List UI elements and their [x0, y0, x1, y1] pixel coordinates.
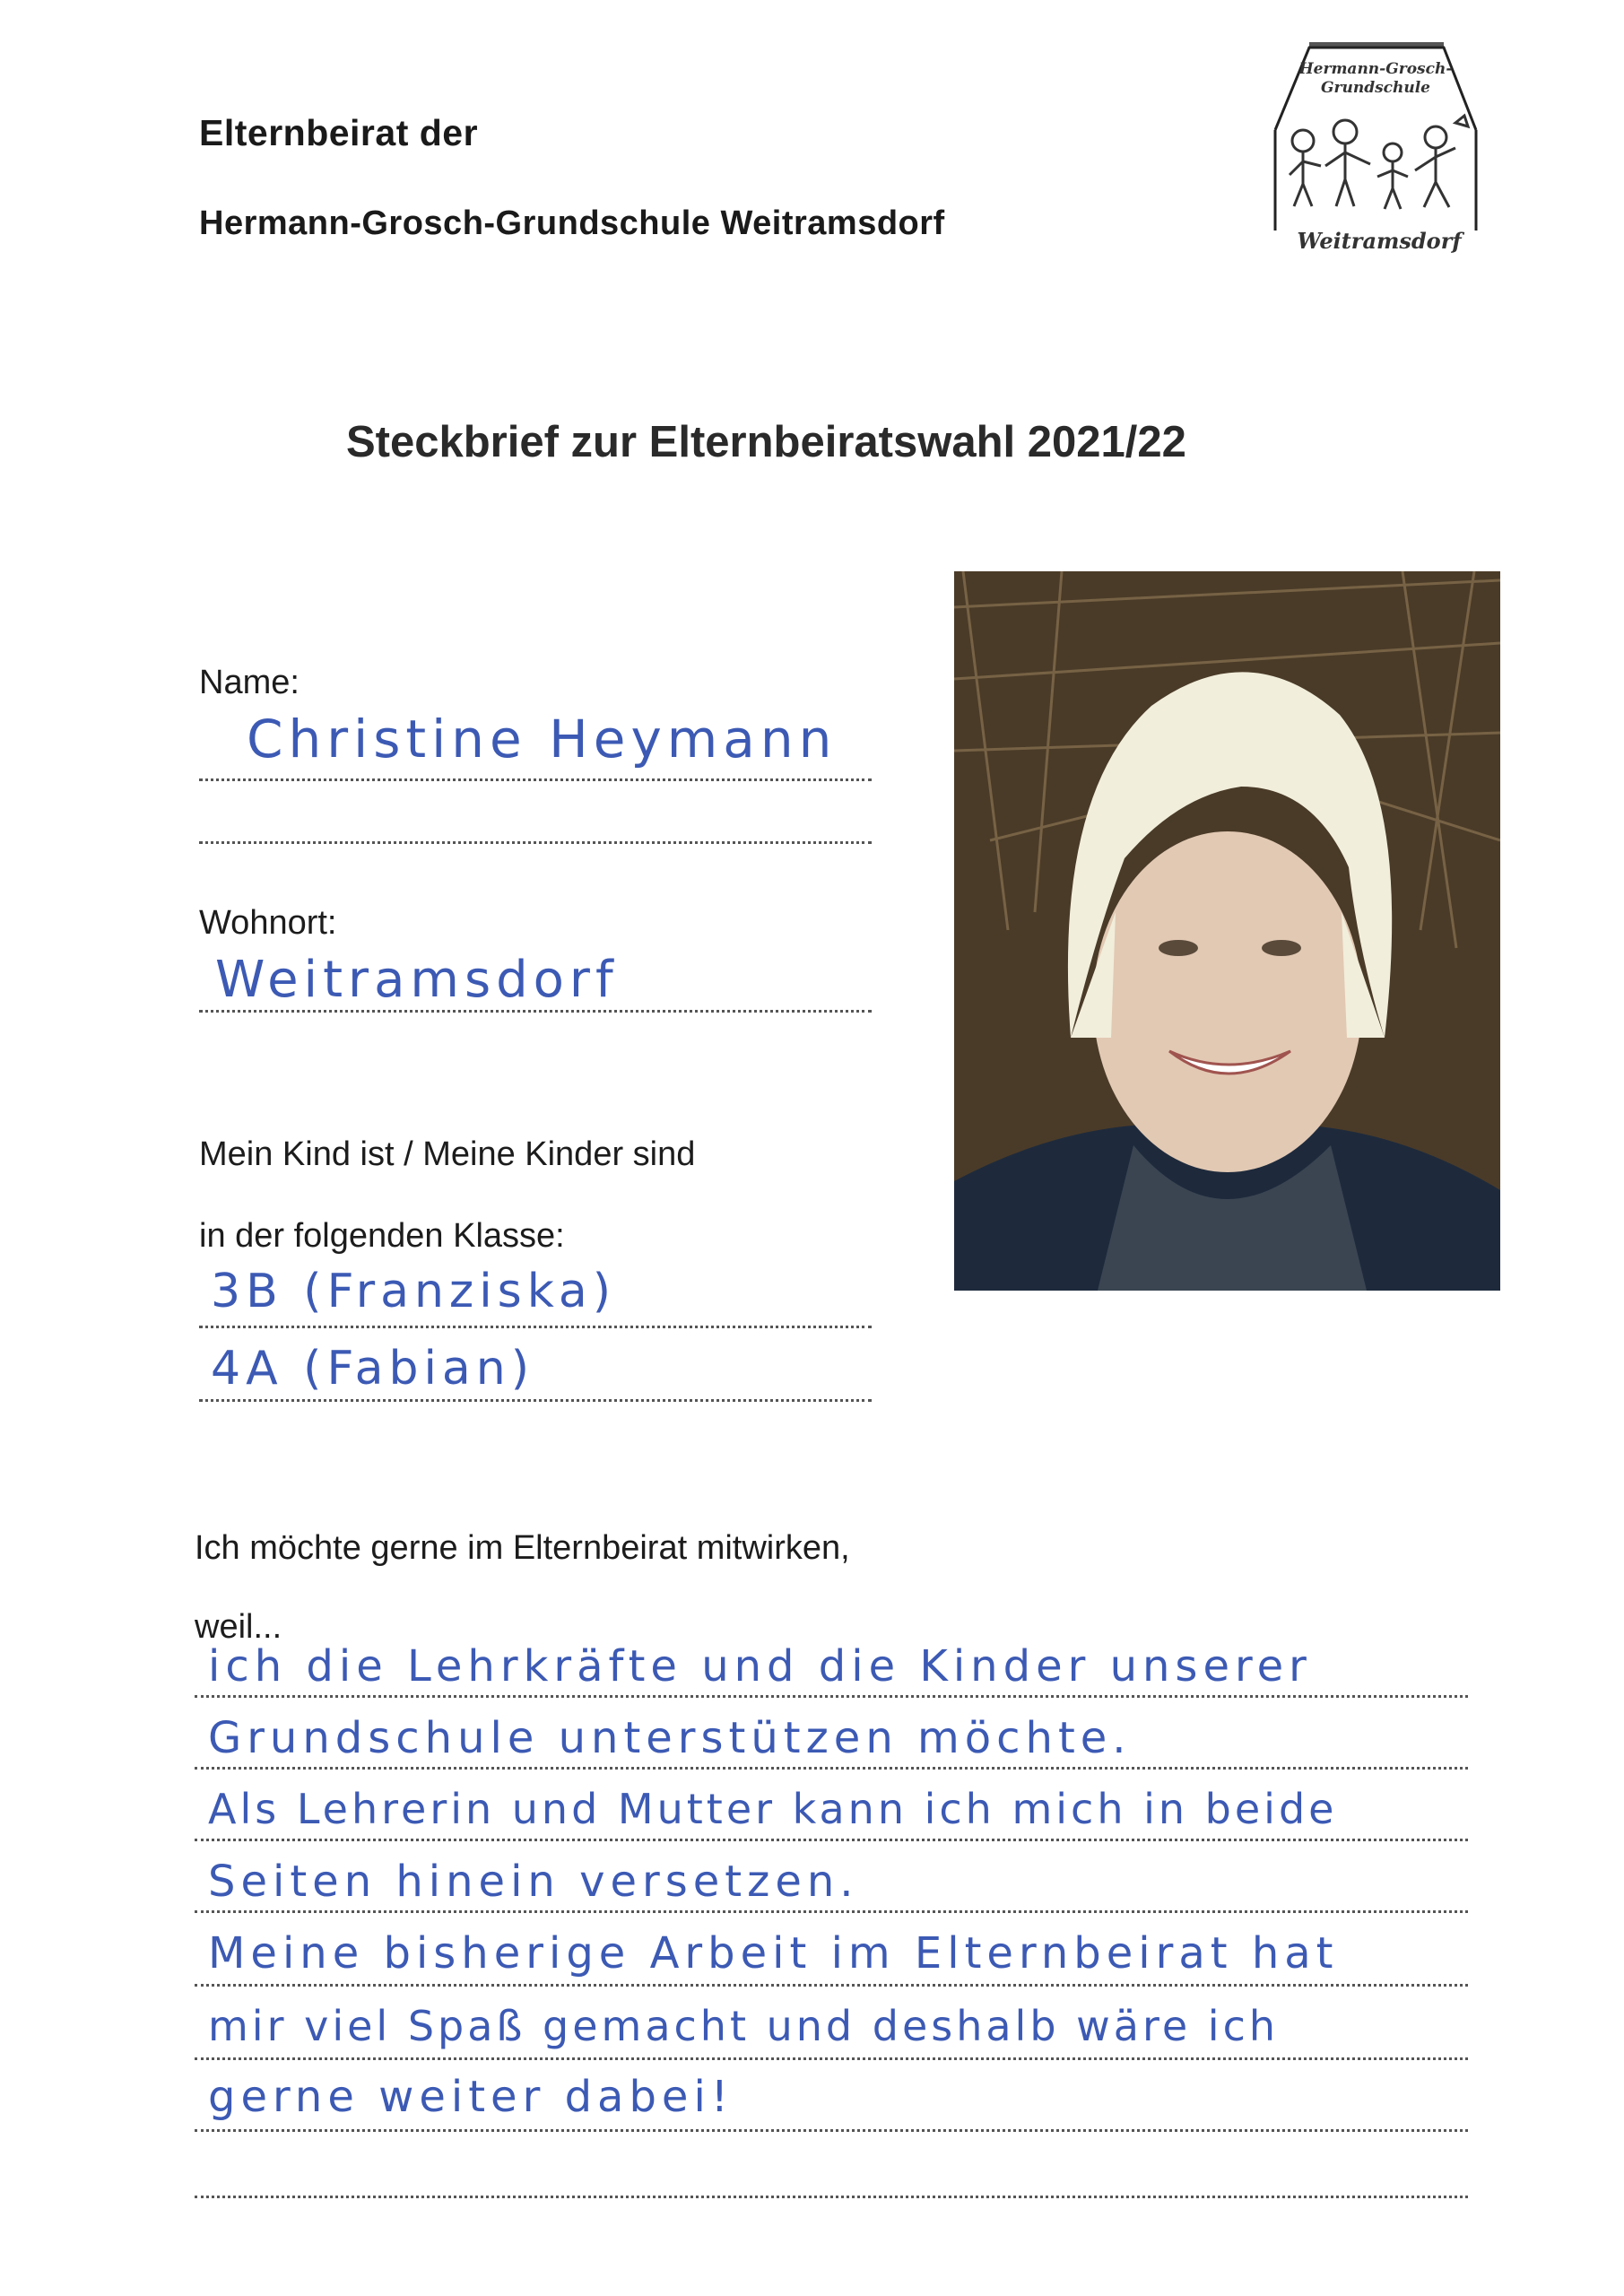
motivation-dotline-3: [195, 1839, 1468, 1841]
motivation-dotline-7: [195, 2129, 1468, 2132]
logo-text-bottom: Weitramsdorf: [1297, 228, 1462, 254]
motivation-line-6: mir viel Spaß gemacht und deshalb wäre ich: [208, 2002, 1280, 2050]
portrait-photo: [954, 571, 1500, 1291]
children-drawing-icon: [1290, 116, 1468, 209]
motivation-dotline-1: [195, 1695, 1468, 1698]
motivation-label-1: Ich möchte gerne im Elternbeirat mitwirken,: [195, 1529, 850, 1567]
motivation-line-1: ich die Lehrkräfte und die Kinder unserer: [208, 1641, 1312, 1692]
motivation-dotline-2: [195, 1767, 1468, 1770]
name-value: Christine Heymann: [247, 709, 838, 770]
motivation-line-4: Seiten hinein versetzen.: [208, 1857, 859, 1907]
wohnort-label: Wohnort:: [199, 904, 337, 942]
name-label: Name:: [199, 664, 300, 701]
motivation-dotline-6: [195, 2057, 1468, 2060]
motivation-line-7: gerne weiter dabei!: [208, 2072, 734, 2122]
page-title: Steckbrief zur Elternbeiratswahl 2021/22: [346, 418, 1186, 466]
name-line: [199, 778, 872, 781]
logo-text-top-2: Grundschule: [1321, 79, 1430, 97]
name-line-2: [199, 841, 872, 844]
motivation-line-5: Meine bisherige Arbeit im Elternbeirat hat: [208, 1928, 1339, 1979]
motivation-line-3: Als Lehrerin und Mutter kann ich mich in beide: [208, 1785, 1338, 1833]
wohnort-line: [199, 1010, 872, 1013]
motivation-dotline-5: [195, 1984, 1468, 1987]
motivation-dotline-8: [195, 2196, 1468, 2198]
klasse-line-2: 4A (Fabian): [211, 1342, 535, 1396]
org-name-line1: Elternbeirat der: [199, 112, 479, 153]
motivation-label-2: weil...: [195, 1608, 282, 1646]
kinder-label-2: in der folgenden Klasse:: [199, 1217, 565, 1255]
school-logo: [1272, 40, 1480, 260]
klasse-line-1: 3B (Franziska): [211, 1265, 617, 1318]
org-name-line2: Hermann-Grosch-Grundschule Weitramsdorf: [199, 204, 945, 242]
logo-text-top-1: Hermann-Grosch-: [1298, 60, 1453, 78]
klasse-dotline-1: [199, 1326, 872, 1328]
wohnort-value: Weitramsdorf: [215, 951, 619, 1009]
kinder-label-1: Mein Kind ist / Meine Kinder sind: [199, 1135, 696, 1173]
motivation-dotline-4: [195, 1910, 1468, 1913]
motivation-line-2: Grundschule unterstützen möchte.: [208, 1713, 1132, 1763]
klasse-dotline-2: [199, 1399, 872, 1402]
